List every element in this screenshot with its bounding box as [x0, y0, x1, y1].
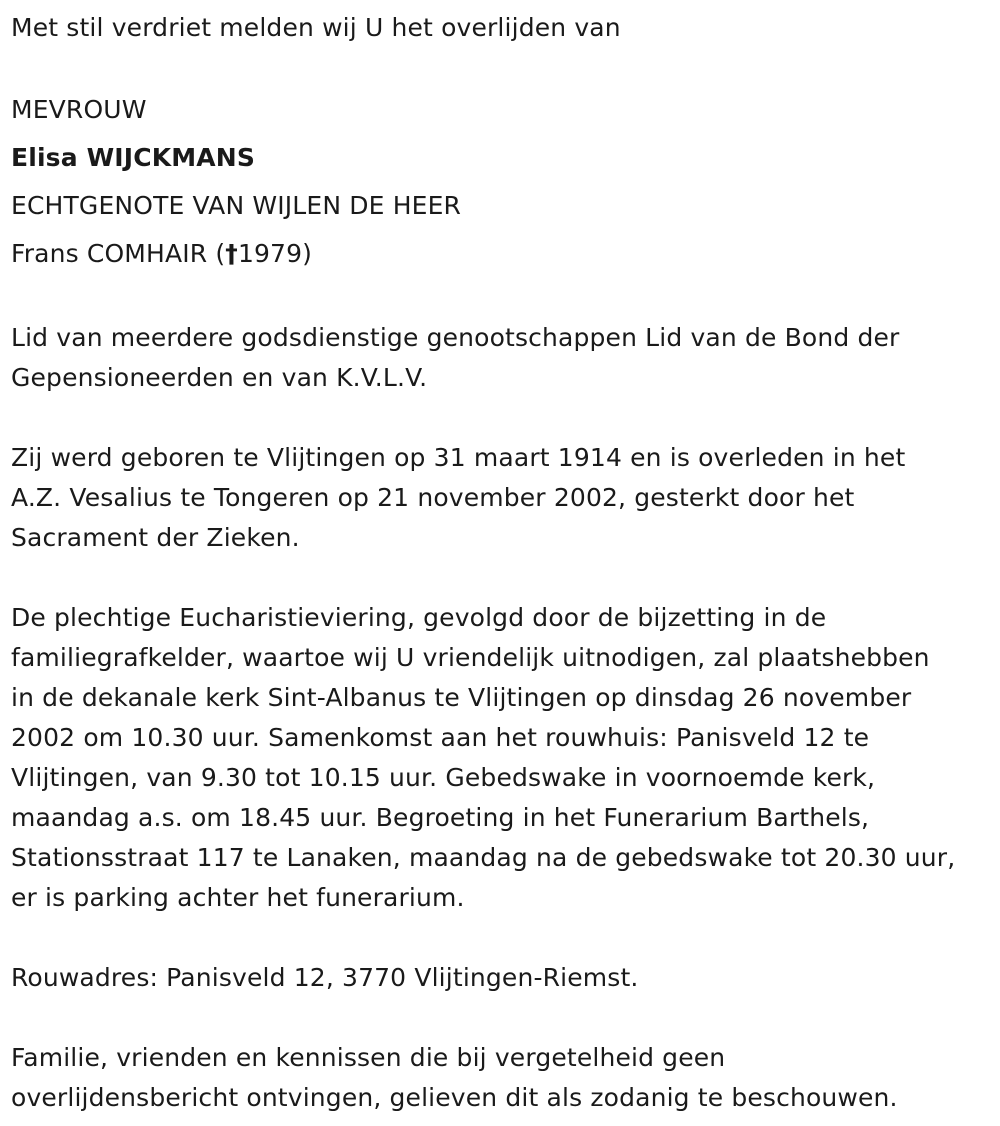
ceremony-line: 2002 om 10.30 uur. Samenkomst aan het rouwhuis: Panisveld 12 te [11, 723, 870, 752]
membership-paragraph [11, 318, 991, 398]
closing-line: Familie, vrienden en kennissen die bij vergetelheid geen [11, 1043, 726, 1072]
spouse-name: Frans COMHAIR ( [11, 239, 226, 268]
spouse-death-year: 1979) [237, 239, 313, 268]
deceased-name: Elisa WIJCKMANS [11, 143, 255, 172]
spacer [11, 558, 1000, 598]
closing-paragraph [11, 1038, 991, 1118]
intro-text: Met stil verdriet melden wij U het overlijden van [11, 13, 621, 42]
spacer [11, 52, 1000, 86]
ceremony-line: maandag a.s. om 18.45 uur. Begroeting in het Funerarium Barthels, [11, 803, 870, 832]
cross-icon: † [225, 239, 238, 268]
birth-death-line: Sacrament der Zieken. [11, 523, 300, 552]
closing-line: overlijdensbericht ontvingen, gelieven dit als zodanig te beschouwen. [11, 1083, 898, 1112]
birth-death-line: A.Z. Vesalius te Tongeren op 21 november 2002, gesterkt door het [11, 483, 855, 512]
ceremony-line: Vlijtingen, van 9.30 tot 10.15 uur. Gebedswake in voornoemde kerk, [11, 763, 876, 792]
ceremony-line: in de dekanale kerk Sint-Albanus te Vlijtingen op dinsdag 26 november [11, 683, 912, 712]
mourning-address: Rouwadres: Panisveld 12, 3770 Vlijtingen-Riemst. [11, 963, 639, 992]
spacer [11, 998, 1000, 1038]
spacer [11, 398, 1000, 438]
ceremony-line: De plechtige Eucharistieviering, gevolgd door de bijzetting in de [11, 603, 827, 632]
spouse-label: ECHTGENOTE VAN WIJLEN DE HEER [11, 191, 462, 220]
ceremony-line: Stationsstraat 117 te Lanaken, maandag na de gebedswake tot 20.30 uur, [11, 843, 956, 872]
membership-line: Gepensioneerden en van K.V.L.V. [11, 363, 428, 392]
ceremony-line: familiegrafkelder, waartoe wij U vriendelijk uitnodigen, zal plaatshebben [11, 643, 930, 672]
spouse-line [11, 230, 1000, 278]
birth-death-paragraph [11, 438, 991, 558]
birth-death-line: Zij werd geboren te Vlijtingen op 31 maart 1914 en is overleden in het [11, 443, 906, 472]
spacer [11, 278, 1000, 318]
ceremony-paragraph [11, 598, 991, 918]
honorific: MEVROUW [11, 95, 147, 124]
spacer [11, 918, 1000, 958]
ceremony-line: er is parking achter het funerarium. [11, 883, 465, 912]
membership-line: Lid van meerdere godsdienstige genootschappen Lid van de Bond der [11, 323, 900, 352]
